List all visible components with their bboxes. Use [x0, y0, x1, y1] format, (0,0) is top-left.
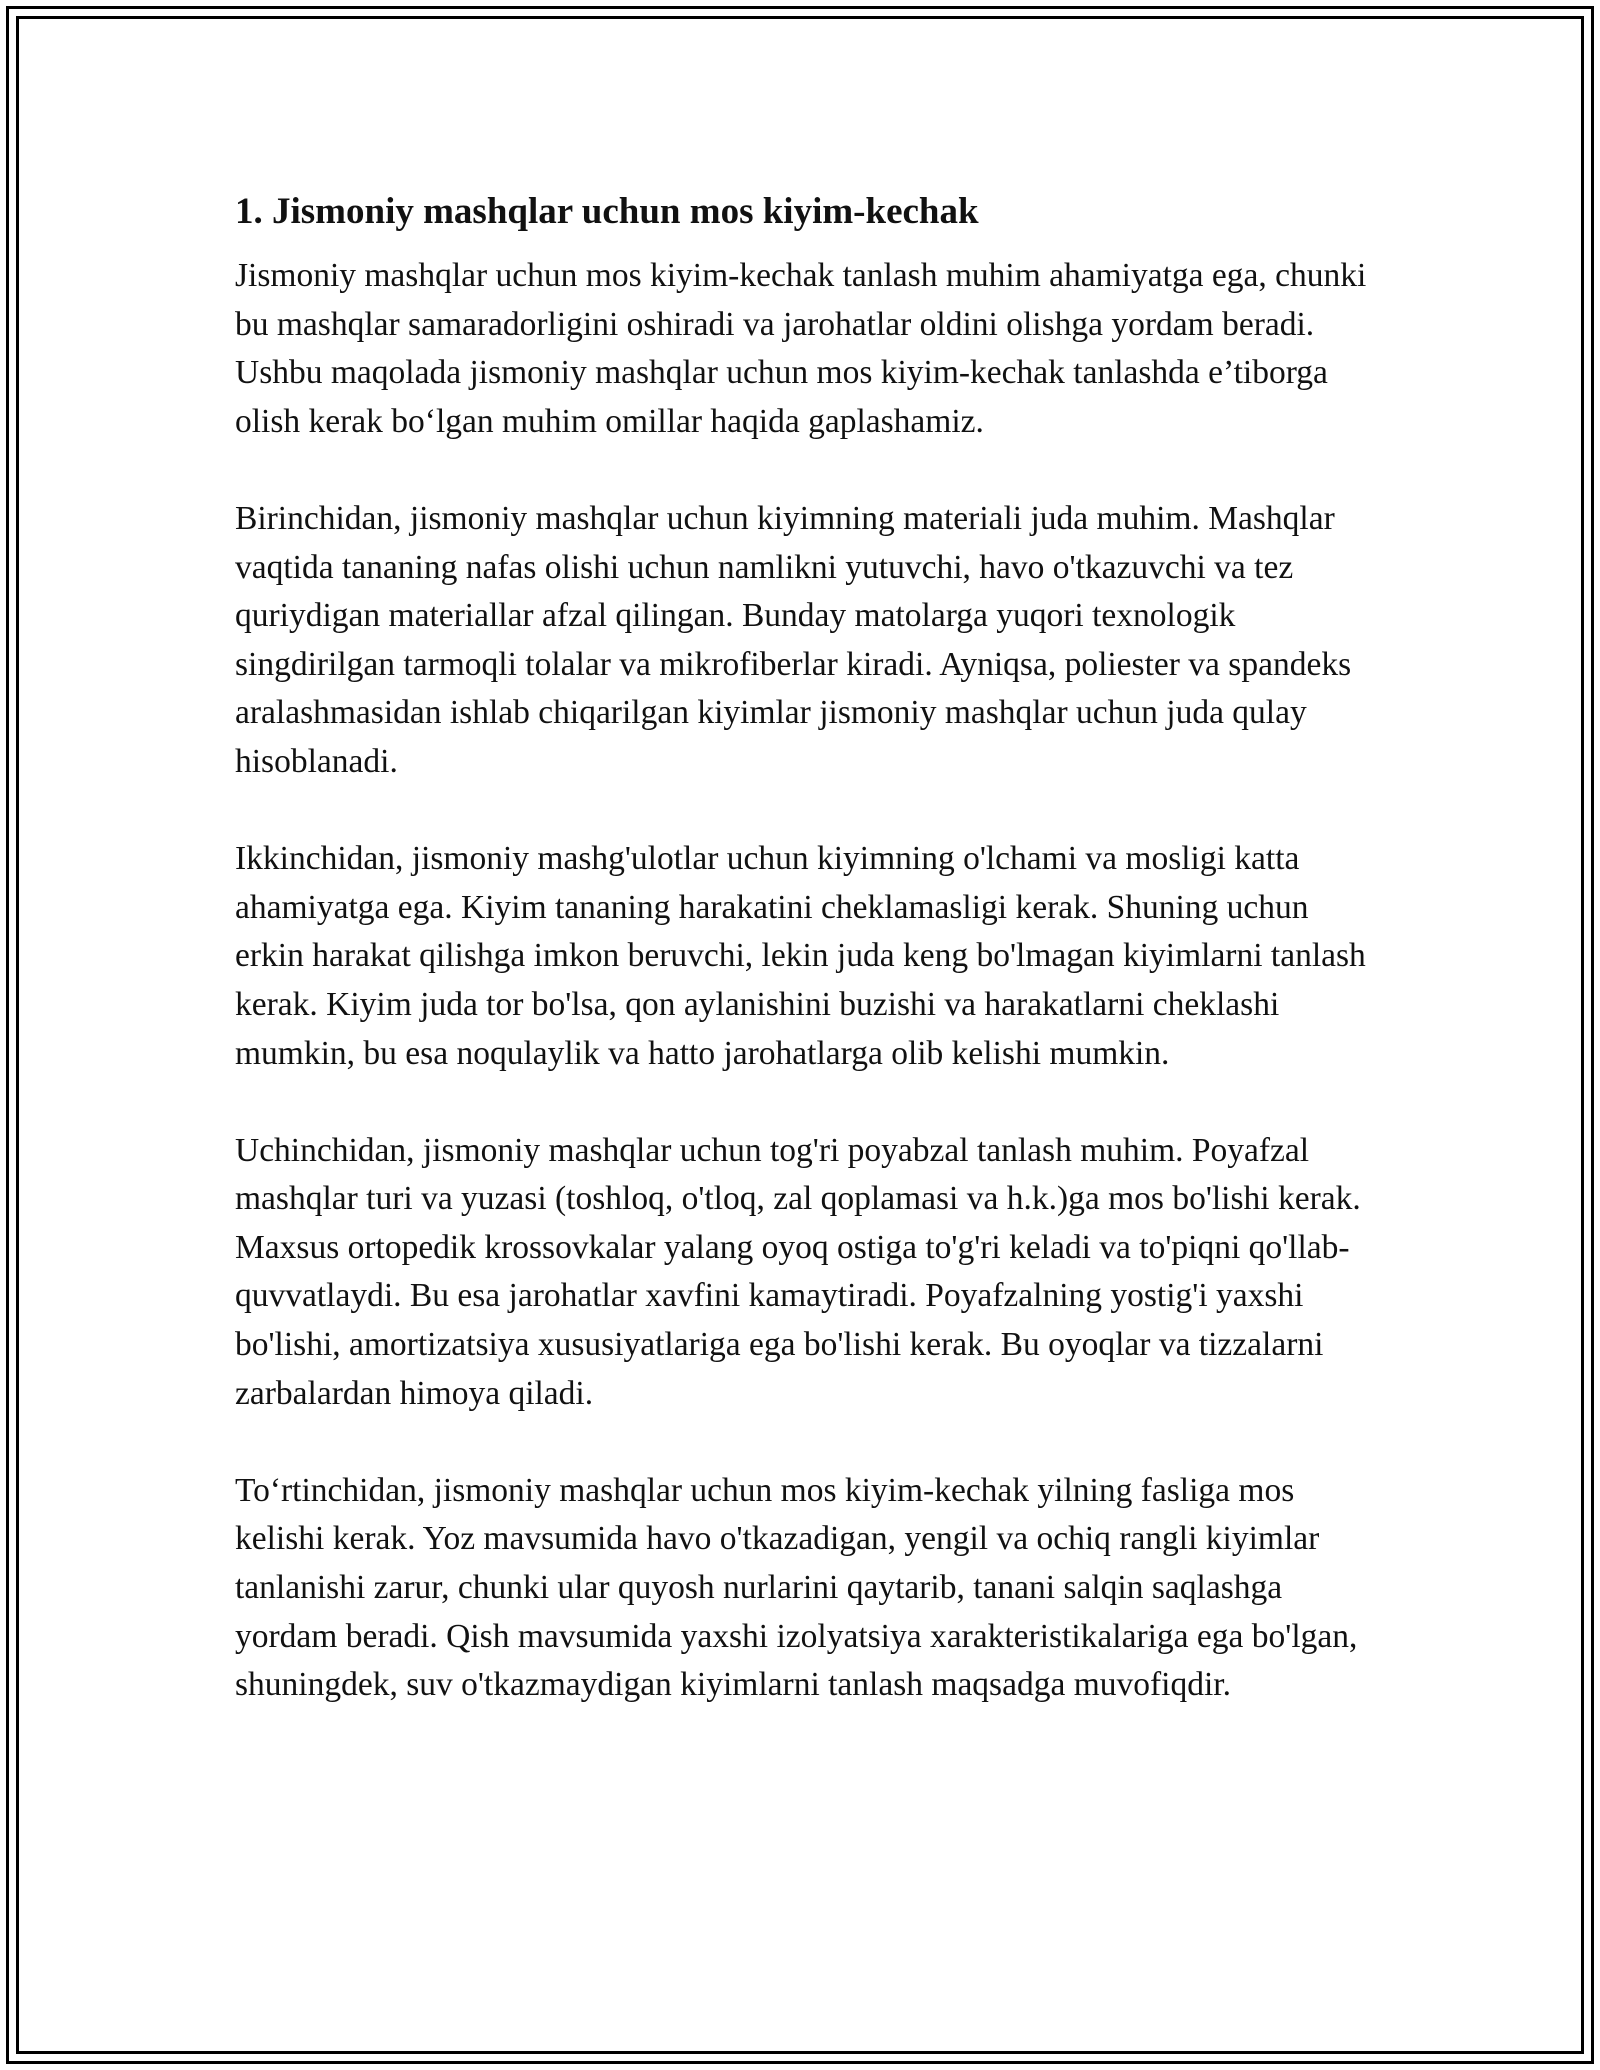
paragraph-second-point: Ikkinchidan, jismoniy mashg'ulotlar uchun kiyimning o'lchami va mosligi katta ahamiyatga ega. Kiyim tananing harakatini cheklamasligi kerak. Shuning uchun erkin harakat qilishga imkon beruvchi, lekin juda keng bo'lmagan kiyimlarni tanlash kerak. Kiyim juda tor bo'lsa, qon aylanishini buzishi va harakatlarni cheklashi mumkin, bu esa noqulaylik va hatto jarohatlarga olib kelishi mumkin. [235, 840, 1366, 1072]
document-body [235, 188, 1375, 1710]
paragraph-intro: Jismoniy mashqlar uchun mos kiyim-kechak tanlash muhim ahamiyatga ega, chunki bu mashqlar samaradorligini oshiradi va jarohatlar oldini olishga yordam beradi. Ushbu maqolada jismoniy mashqlar uchun mos kiyim-kechak tanlashda e’tiborga olish kerak bo‘lgan muhim omillar haqida gaplashamiz. [235, 257, 1367, 440]
paragraph-fourth-point: To‘rtinchidan, jismoniy mashqlar uchun mos kiyim-kechak yilning fasliga mos kelishi kerak. Yoz mavsumida havo o'tkazadigan, yengil va ochiq rangli kiyimlar tanlanishi zarur, chunki ular quyosh nurlarini qaytarib, tanani salqin saqlashga yordam beradi. Qish mavsumida yaxshi izolyatsiya xarakteristikalariga ega bo'lgan, shuningdek, suv o'tkazmaydigan kiyimlarni tanlash maqsadga muvofiqdir. [235, 1471, 1358, 1704]
section-heading: 1. Jismoniy mashqlar uchun mos kiyim-kechak [235, 191, 979, 232]
paragraph-first-point: Birinchidan, jismoniy mashqlar uchun kiyimning materiali juda muhim. Mashqlar vaqtida tananing nafas olishi uchun namlikni yutuvchi, havo o'tkazuvchi va tez quriydigan materiallar afzal qilingan. Bunday matolarga yuqori texnologik singdirilgan tarmoqli tolalar va mikrofiberlar kiradi. Ayniqsa, poliester va spandeks aralashmasidan ishlab chiqarilgan kiyimlar jismoniy mashqlar uchun juda qulay hisoblanadi. [235, 499, 1352, 780]
paragraph-third-point: Uchinchidan, jismoniy mashqlar uchun tog'ri poyabzal tanlash muhim. Poyafzal mashqlar turi va yuzasi (toshloq, o'tloq, zal qoplamasi va h.k.)ga mos bo'lishi kerak. Maxsus ortopedik krossovkalar yalang oyoq ostiga to'g'ri keladi va to'piqni qo'llab-quvvatlaydi. Bu esa jarohatlar xavfini kamaytiradi. Poyafzalning yostig'i yaxshi bo'lishi, amortizatsiya xususiyatlariga ega bo'lishi kerak. Bu oyoqlar va tizzalarni zarbalardan himoya qiladi. [235, 1131, 1361, 1412]
